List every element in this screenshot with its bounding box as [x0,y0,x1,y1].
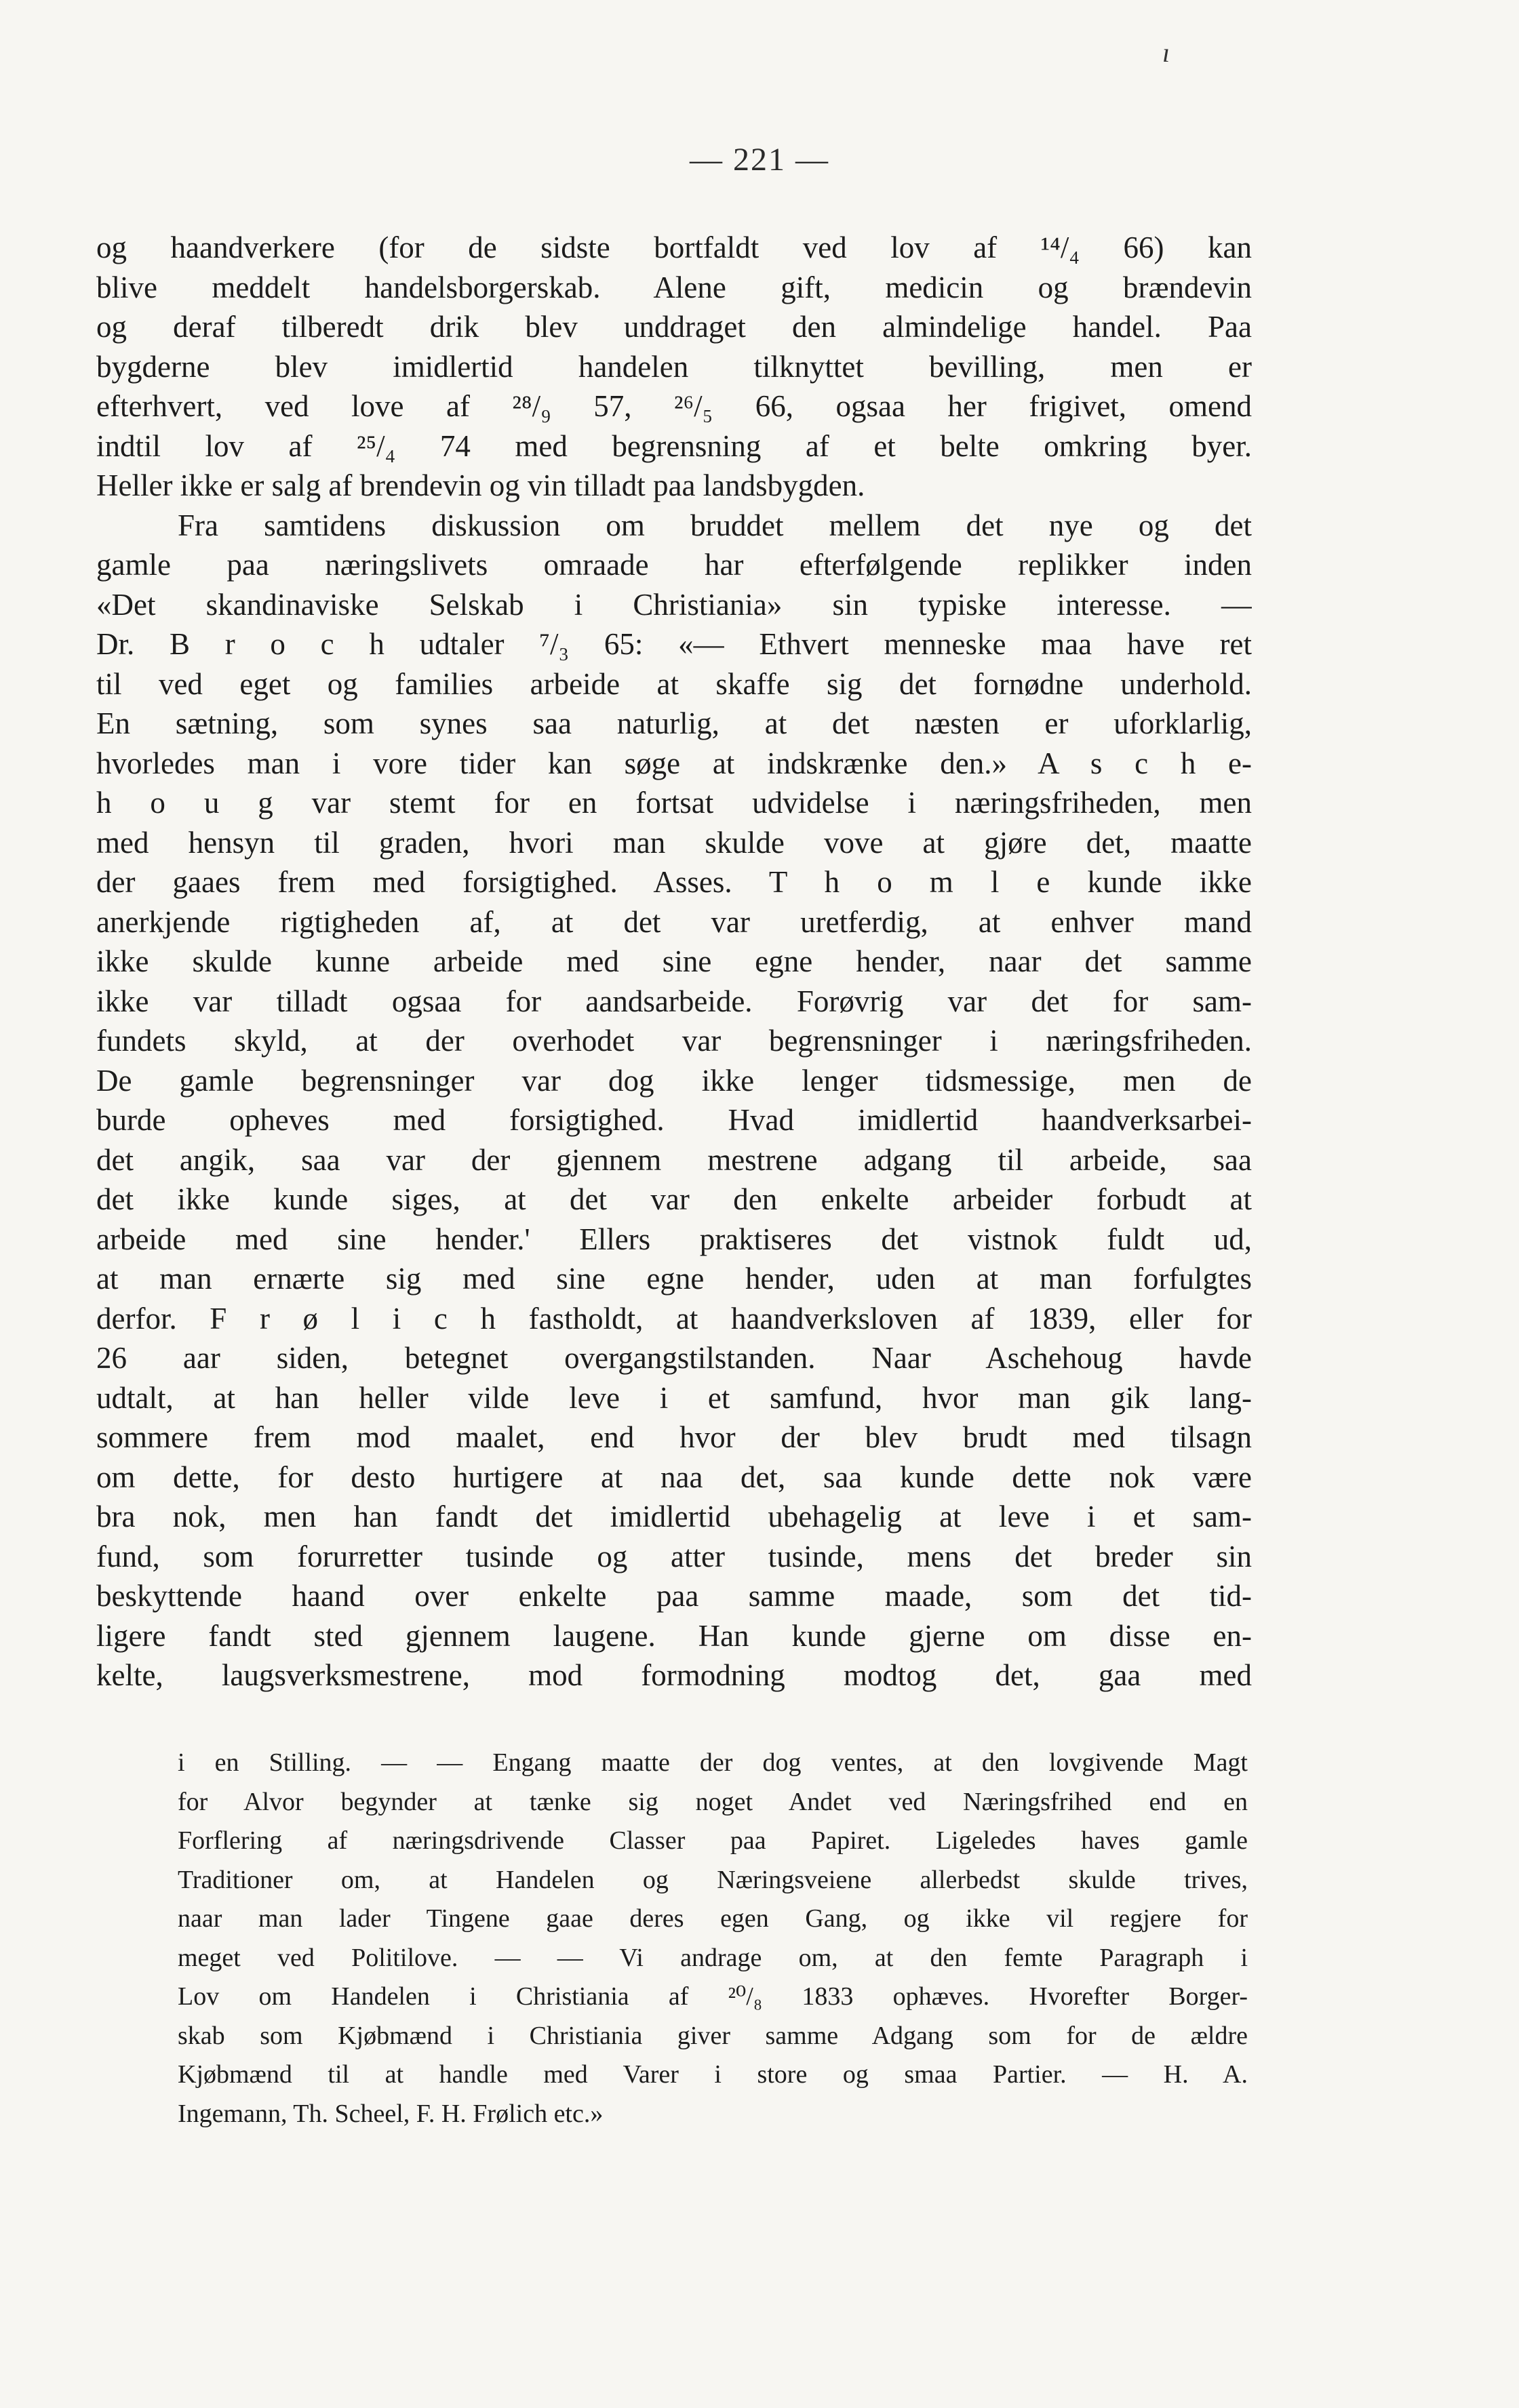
text-line: kelte, laugsverksmestrene, mod formodning modtog det, gaa med [96,1658,1252,1692]
text-line: h o u g var stemt for en fortsat udvidelse i næringsfriheden, men [96,786,1252,820]
text-line: Dr. B r o c h udtaler ⁷/₃ 65: «— Ethvert menneske maa have ret [96,627,1252,661]
text-line: til ved eget og families arbeide at skaffe sig det fornødne underhold. [96,666,1252,701]
footnote-line: naar man lader Tingene gaae deres egen Gang, og ikke vil regjere for [178,1904,1248,1933]
page-number: — 221 — [690,142,829,178]
text-line: bygderne blev imidlertid handelen tilknyttet bevilling, men er [96,349,1252,384]
footnote [178,1744,1248,2133]
footnote-line: meget ved Politilove. — — Vi andrage om, at den femte Paragraph i [178,1943,1248,1972]
footnote-line: i en Stilling. — — Engang maatte der dog ventes, at den lovgivende Magt [178,1748,1248,1777]
text-line: Heller ikke er salg af brendevin og vin tilladt paa landsbygden. [96,468,865,502]
footnote-line: Kjøbmænd til at handle med Varer i store og smaa Partier. — H. A. [178,2060,1248,2089]
corner-mark: ı [1162,37,1170,68]
text-line: det ikke kunde siges, at det var den enkelte arbeider forbudt at [96,1182,1252,1216]
footnote-line: skab som Kjøbmænd i Christiania giver samme Adgang som for de ældre [178,2021,1248,2050]
text-line: fundets skyld, at der overhodet var begrensninger i næringsfriheden. [96,1024,1252,1058]
text-line: blive meddelt handelsborgerskab. Alene gift, medicin og brændevin [96,270,1252,304]
text-line: bra nok, men han fandt det imidlertid ubehagelig at leve i et sam- [96,1500,1252,1533]
text-line: arbeide med sine hender.' Ellers praktiseres det vistnok fuldt ud, [96,1222,1252,1256]
text-line: Fra samtidens diskussion om bruddet mellem det nye og det [178,508,1252,542]
text-line: efterhvert, ved love af ²⁸/₉ 57, ²⁶/₅ 66, ogsaa her frigivet, omend [96,389,1252,423]
text-line: anerkjende rigtigheden af, at det var uretferdig, at enhver mand [96,904,1252,939]
text-line: 26 aar siden, betegnet overgangstilstanden. Naar Aschehoug havde [96,1341,1252,1375]
text-line: der gaaes frem med forsigtighed. Asses. T h o m l e kunde ikke [96,865,1252,899]
text-line: «Det skandinaviske Selskab i Christiania» sin typiske interesse. — [96,587,1252,622]
text-line: om dette, for desto hurtigere at naa det, saa kunde dette nok være [96,1460,1252,1494]
text-line: med hensyn til graden, hvori man skulde vove at gjøre det, maatte [96,825,1252,860]
text-line: ligere fandt sted gjennem laugene. Han kunde gjerne om disse en- [96,1618,1252,1653]
text-line: En sætning, som synes saa naturlig, at det næsten er uforklarlig, [96,706,1252,740]
text-line: ikke var tilladt ogsaa for aandsarbeide. Forøvrig var det for sam- [96,984,1252,1018]
text-line: indtil lov af ²⁵/₄ 74 med begrensning af et belte omkring byer. [96,428,1252,463]
text-line: ikke skulde kunne arbeide med sine egne hender, naar det samme [96,944,1252,978]
text-line: og haandverkere (for de sidste bortfaldt ved lov af ¹⁴/₄ 66) kan [96,230,1252,264]
footnote-line: for Alvor begynder at tænke sig noget Andet ved Næringsfrihed end en [178,1787,1248,1816]
text-line: sommere frem mod maalet, end hvor der blev brudt med tilsagn [96,1420,1252,1454]
footnote-line: Forflering af næringsdrivende Classer paa Papiret. Ligeledes haves gamle [178,1826,1248,1855]
text-line: fund, som forurretter tusinde og atter tusinde, mens det breder sin [96,1539,1252,1573]
text-line: derfor. F r ø l i c h fastholdt, at haandverksloven af 1839, eller for [96,1301,1252,1336]
text-line: hvorledes man i vore tider kan søge at indskrænke den.» A s c h e- [96,746,1252,780]
text-line: gamle paa næringslivets omraade har efterfølgende replikker inden [96,548,1252,582]
text-line: beskyttende haand over enkelte paa samme maade, som det tid- [96,1579,1252,1613]
text-line: og deraf tilberedt drik blev unddraget den almindelige handel. Paa [96,310,1252,344]
main-text [96,228,1252,1695]
text-line: De gamle begrensninger var dog ikke lenger tidsmessige, men de [96,1063,1252,1098]
footnote-line: Ingemann, Th. Scheel, F. H. Frølich etc.» [178,2099,604,2128]
text-line: at man ernærte sig med sine egne hender, uden at man forfulgtes [96,1262,1252,1296]
footnote-line: Lov om Handelen i Christiania af ²⁰/₈ 1833 ophæves. Hvorefter Borger- [178,1982,1248,2011]
text-line: burde opheves med forsigtighed. Hvad imidlertid haandverksarbei- [96,1103,1252,1137]
text-line: udtalt, at han heller vilde leve i et samfund, hvor man gik lang- [96,1380,1252,1415]
text-line: det angik, saa var der gjennem mestrene adgang til arbeide, saa [96,1142,1252,1177]
footnote-line: Traditioner om, at Handelen og Næringsveiene allerbedst skulde trives, [178,1865,1248,1894]
